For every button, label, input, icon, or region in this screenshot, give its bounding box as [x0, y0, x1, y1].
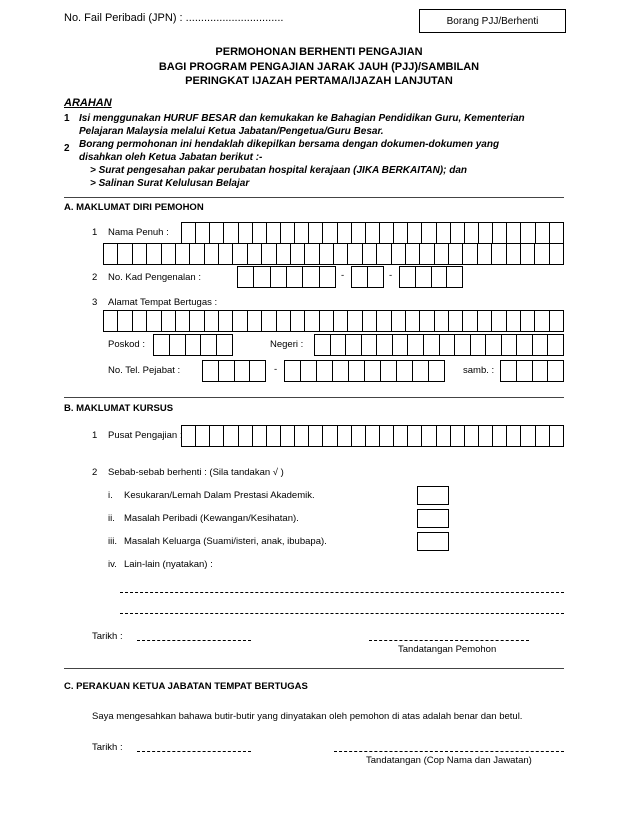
- arahan-bullet-2: > Salinan Surat Kelulusan Belajar: [90, 178, 250, 189]
- nama-input-row-2[interactable]: [103, 243, 564, 265]
- reason-3-number: iii.: [108, 536, 117, 547]
- arahan-item-2-number: 2: [64, 143, 70, 154]
- arahan-item-1-line-2: Pelajaran Malaysia melalui Ketua Jabatan/Pengetua/Guru Besar.: [79, 126, 384, 137]
- lain-lain-line-1[interactable]: [120, 592, 564, 593]
- reason-4-number: iv.: [108, 559, 117, 570]
- samb-label: samb. :: [463, 365, 495, 376]
- arahan-bullet-1: > Surat pengesahan pakar perubatan hospital kerajaan (JIKA BERKAITAN); dan: [90, 165, 468, 176]
- reason-4-text: Lain-lain (nyatakan) :: [124, 559, 213, 570]
- negeri-label: Negeri :: [270, 339, 304, 350]
- arahan-item-2-line-2: disahkan oleh Ketua Jabatan berikut :-: [79, 152, 263, 163]
- arahan-heading: ARAHAN: [64, 97, 112, 109]
- reason-2-text: Masalah Peribadi (Kewangan/Kesihatan).: [124, 513, 299, 524]
- title-line-3: PERINGKAT IJAZAH PERTAMA/IJAZAH LANJUTAN: [185, 75, 453, 87]
- divider: [64, 668, 564, 669]
- negeri-input[interactable]: [314, 334, 564, 356]
- arahan-item-1-line-1: Isi menggunakan HURUF BESAR dan kemukakan ke Bahagian Pendidikan Guru, Kementerian: [79, 113, 525, 124]
- signature-line-c[interactable]: [334, 751, 564, 752]
- reason-3-text: Masalah Keluarga (Suami/isteri, anak, ibubapa).: [124, 536, 327, 547]
- kp-label: No. Kad Pengenalan :: [108, 272, 201, 283]
- section-c-heading: C. PERAKUAN KETUA JABATAN TEMPAT BERTUGAS: [64, 681, 308, 692]
- title-line-2: BAGI PROGRAM PENGAJIAN JARAK JAUH (PJJ)/SAMBILAN: [158, 61, 480, 73]
- head-signature-label: Tandatangan (Cop Nama dan Jawatan): [366, 755, 532, 766]
- kp-input-part-1[interactable]: [237, 266, 336, 288]
- tel-input-number[interactable]: [284, 360, 445, 382]
- tel-label: No. Tel. Pejabat :: [108, 365, 181, 376]
- divider: [64, 397, 564, 398]
- kp-number: 2: [92, 272, 98, 283]
- form-code-box: Borang PJJ/Berhenti: [419, 9, 566, 33]
- reason-3-checkbox[interactable]: [417, 532, 449, 551]
- alamat-number: 3: [92, 297, 98, 308]
- file-number-label: No. Fail Peribadi (JPN) : ................................: [64, 12, 284, 24]
- section-a-heading: A. MAKLUMAT DIRI PEMOHON: [64, 202, 204, 213]
- title-line-1: PERMOHONAN BERHENTI PENGAJIAN: [215, 46, 423, 58]
- samb-input[interactable]: [500, 360, 564, 382]
- nama-label: Nama Penuh :: [108, 227, 169, 238]
- pusat-label: Pusat Pengajian :: [108, 430, 183, 441]
- tel-input-prefix[interactable]: [202, 360, 266, 382]
- divider: [64, 197, 564, 198]
- tarikh-label-b: Tarikh :: [92, 631, 123, 642]
- alamat-input-row[interactable]: [103, 310, 564, 332]
- pusat-number: 1: [92, 430, 98, 441]
- sebab-label: Sebab-sebab berhenti : (Sila tandakan √ ): [108, 467, 284, 478]
- tel-dash: -: [274, 364, 278, 375]
- pusat-input[interactable]: [181, 425, 564, 447]
- kp-input-part-3[interactable]: [399, 266, 463, 288]
- reason-2-checkbox[interactable]: [417, 509, 449, 528]
- sebab-number: 2: [92, 467, 98, 478]
- kp-dash-1: -: [341, 270, 345, 281]
- signature-line-b[interactable]: [369, 640, 529, 641]
- section-b-heading: B. MAKLUMAT KURSUS: [64, 403, 174, 414]
- reason-1-number: i.: [108, 490, 113, 501]
- kp-input-part-2[interactable]: [351, 266, 384, 288]
- applicant-signature-label: Tandatangan Pemohon: [398, 644, 497, 655]
- arahan-item-2-line-1: Borang permohonan ini hendaklah dikepilkan bersama dengan dokumen-dokumen yang: [79, 139, 500, 150]
- tarikh-label-c: Tarikh :: [92, 742, 123, 753]
- lain-lain-line-2[interactable]: [120, 613, 564, 614]
- arahan-item-1-number: 1: [64, 113, 70, 124]
- perakuan-statement: Saya mengesahkan bahawa butir-butir yang dinyatakan oleh pemohon di atas adalah benar dan betul.: [92, 711, 523, 722]
- alamat-label: Alamat Tempat Bertugas :: [108, 297, 218, 308]
- reason-2-number: ii.: [108, 513, 115, 524]
- poskod-label: Poskod :: [108, 339, 145, 350]
- tarikh-line-c[interactable]: [137, 751, 251, 752]
- reason-1-text: Kesukaran/Lemah Dalam Prestasi Akademik.: [124, 490, 315, 501]
- tarikh-line-b[interactable]: [137, 640, 251, 641]
- reason-1-checkbox[interactable]: [417, 486, 449, 505]
- poskod-input[interactable]: [153, 334, 233, 356]
- nama-input-row-1[interactable]: [181, 222, 564, 244]
- kp-dash-2: -: [389, 270, 393, 281]
- nama-number: 1: [92, 227, 98, 238]
